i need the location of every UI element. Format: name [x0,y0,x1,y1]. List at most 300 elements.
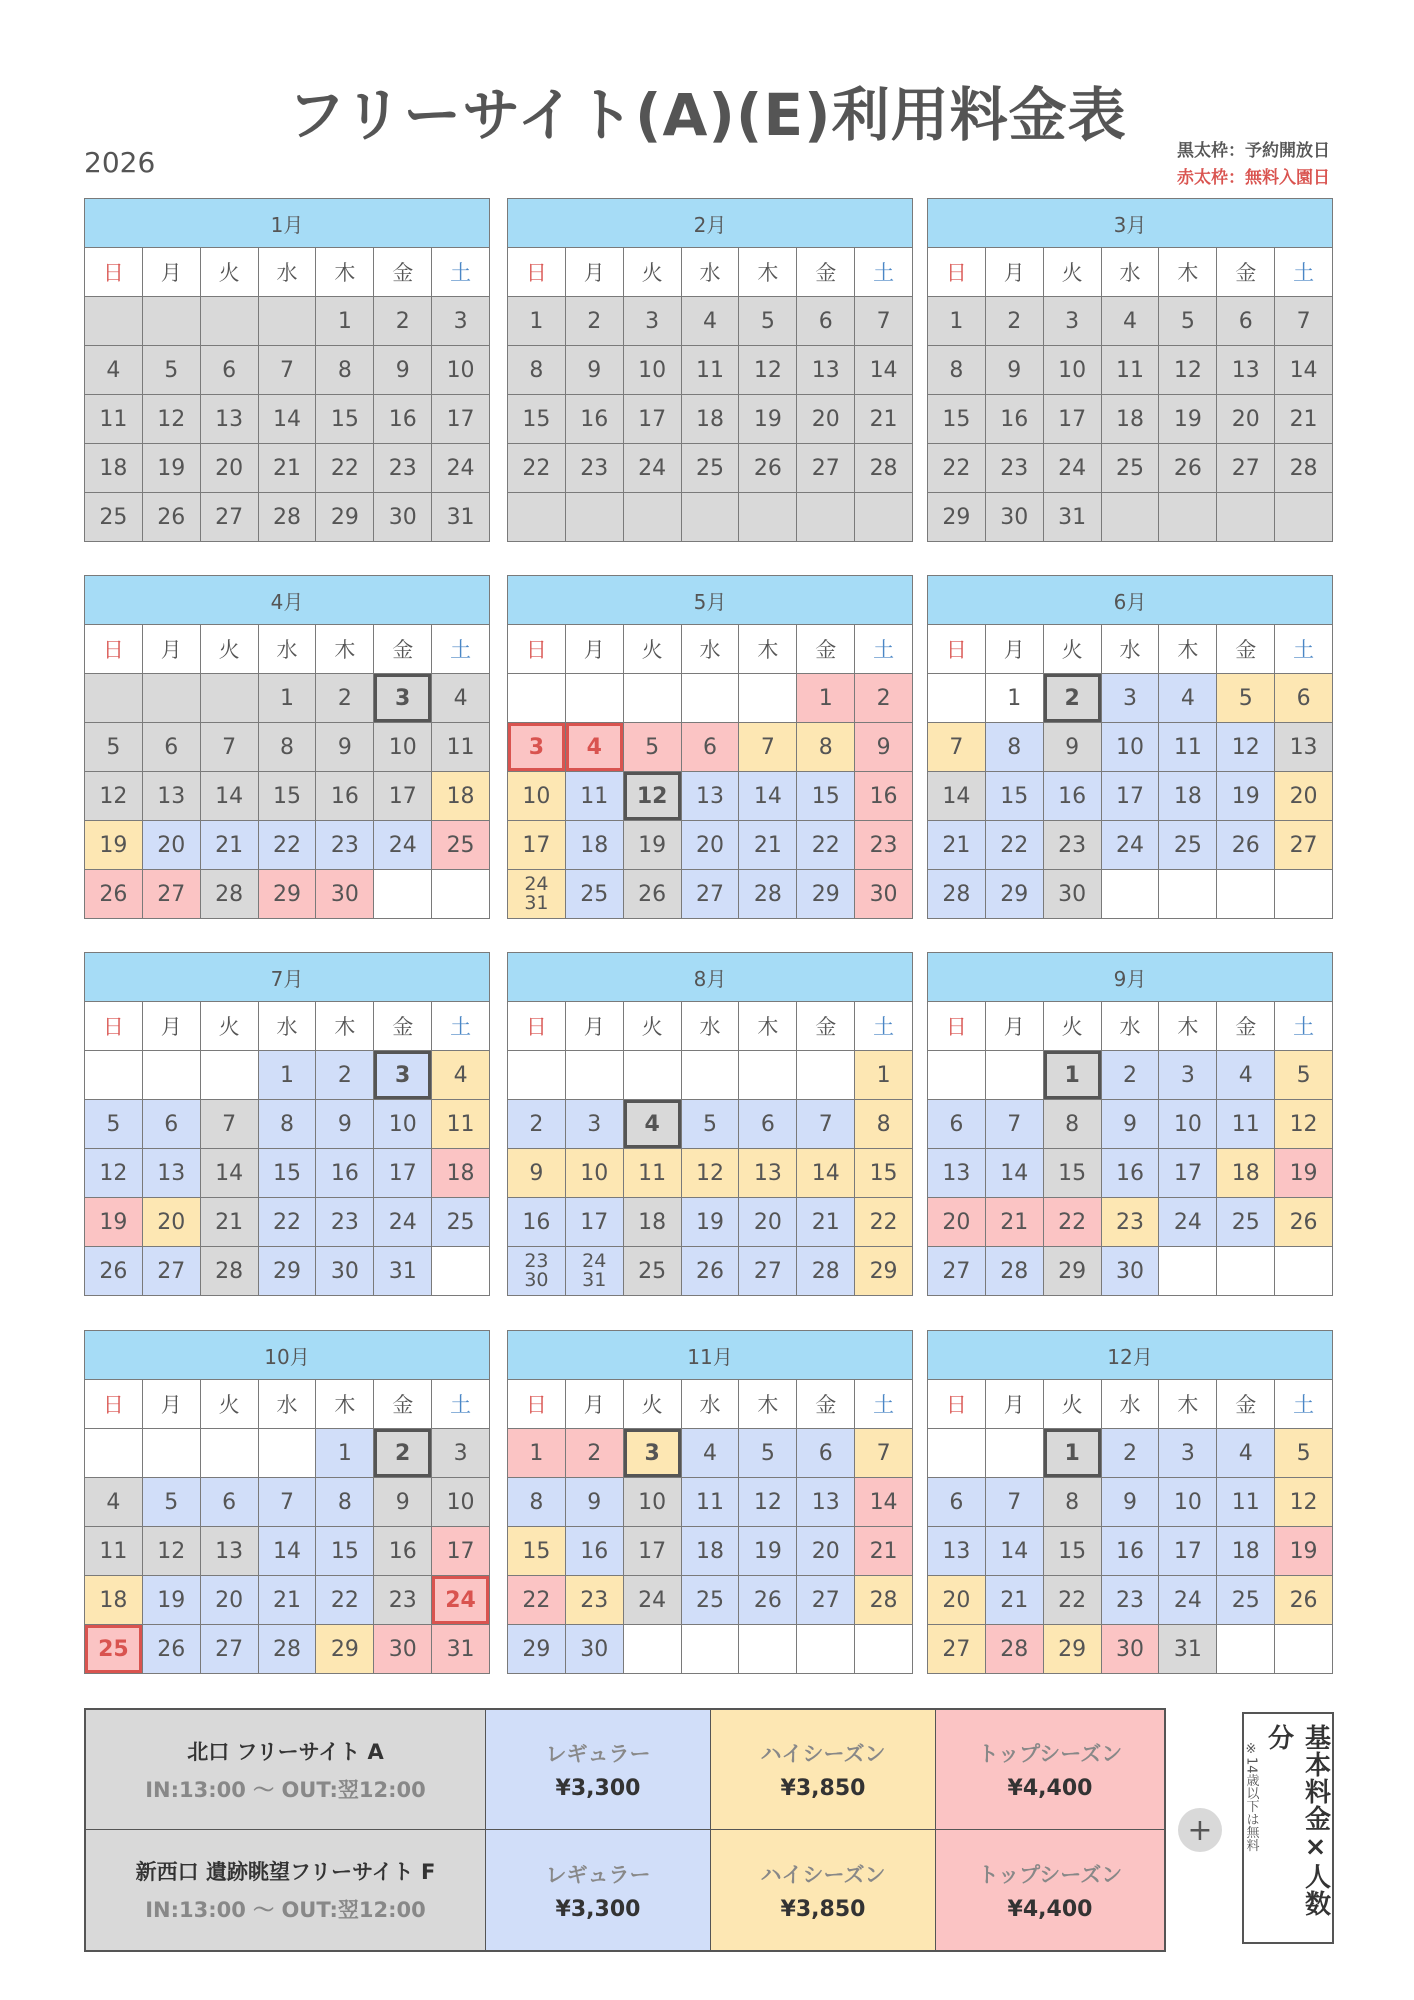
day-cell: 16 [316,772,373,820]
weekday-header: 火 [201,1002,258,1050]
day-cell: 27 [1275,821,1332,869]
day-cell: 1 [986,674,1043,722]
day-cell: 26 [624,870,681,918]
day-cell: 30 [374,493,431,541]
day-cell: 24 [432,444,489,492]
empty-cell [682,1625,739,1673]
weekday-header: 日 [928,248,985,296]
month-header: 3月 [928,199,1332,247]
weekday-header: 日 [928,1380,985,1428]
weekday-header: 水 [682,1380,739,1428]
day-cell: 10 [624,346,681,394]
day-cell: 15 [986,772,1043,820]
day-cell: 2 [316,674,373,722]
day-cell: 28 [855,444,912,492]
month-calendar [507,198,913,542]
day-cell: 27 [143,1247,200,1295]
day-cell: 10 [1159,1478,1216,1526]
month-calendar [507,952,913,1296]
day-cell: 5 [739,297,796,345]
day-cell: 25 [1102,444,1159,492]
empty-cell [1275,493,1332,541]
day-cell: 12 [85,1149,142,1197]
day-cell: 24 [624,1576,681,1624]
day-cell: 10 [374,1100,431,1148]
weekday-header: 月 [143,248,200,296]
day-cell: 22 [986,821,1043,869]
weekday-header: 土 [432,1380,489,1428]
day-cell: 28 [986,1247,1043,1295]
empty-cell [259,297,316,345]
day-cell: 20 [1275,772,1332,820]
day-cell: 11 [682,1478,739,1526]
site-f-cell [86,1830,486,1950]
day-cell: 1 [797,674,854,722]
weekday-header: 火 [624,248,681,296]
day-cell: 6 [143,723,200,771]
base-fee-label: 基本料金×人数分 [1263,1724,1331,1917]
weekday-header: 月 [566,1380,623,1428]
day-cell: 28 [259,1625,316,1673]
day-cell: 4 [432,1051,489,1099]
day-cell: 25 [682,1576,739,1624]
day-cell: 1 [928,297,985,345]
day-cell: 20 [143,821,200,869]
day-cell: 5 [1275,1051,1332,1099]
weekday-header: 火 [624,1002,681,1050]
day-cell: 27 [797,444,854,492]
price-amount: ¥3,850 [780,1776,866,1801]
day-cell: 3 [374,674,431,722]
day-cell: 16 [1102,1527,1159,1575]
day-cell: 22 [1044,1576,1101,1624]
day-cell: 29 [316,1625,373,1673]
day-number: 31 [524,892,549,914]
day-cell: 15 [259,772,316,820]
weekday-header: 月 [986,1002,1043,1050]
day-cell: 13 [928,1149,985,1197]
weekday-header: 水 [682,248,739,296]
day-cell: 16 [1102,1149,1159,1197]
day-cell: 14 [259,395,316,443]
season-label: レギュラー [545,1862,651,1887]
day-cell: 22 [316,1576,373,1624]
day-cell: 21 [201,821,258,869]
empty-cell [1159,1247,1216,1295]
day-number: 23 [524,1250,549,1272]
weekday-header: 土 [855,1002,912,1050]
month-calendar [84,1330,490,1674]
day-cell: 19 [739,1527,796,1575]
empty-cell [566,674,623,722]
day-cell: 21 [1275,395,1332,443]
empty-cell [259,1429,316,1477]
price-amount: ¥3,300 [555,1896,641,1922]
day-cell: 6 [739,1100,796,1148]
day-cell: 11 [1159,723,1216,771]
day-cell: 16 [374,1527,431,1575]
weekday-header: 木 [1159,248,1216,296]
weekday-header: 木 [739,248,796,296]
weekday-header: 水 [1102,1002,1159,1050]
weekday-header: 日 [85,248,142,296]
day-number: 24 [582,1250,607,1272]
empty-cell [201,297,258,345]
weekday-header: 金 [374,1002,431,1050]
month-grid [928,248,1332,541]
day-cell: 3 [432,1429,489,1477]
day-cell: 14 [986,1149,1043,1197]
month-header: 5月 [508,576,912,624]
day-cell: 20 [739,1198,796,1246]
empty-cell [682,493,739,541]
day-cell: 2 [508,1100,565,1148]
weekday-header: 水 [682,625,739,673]
day-cell: 1 [259,674,316,722]
day-cell: 18 [85,444,142,492]
day-cell: 17 [374,772,431,820]
day-cell: 13 [928,1527,985,1575]
weekday-header: 木 [1159,1380,1216,1428]
day-cell: 9 [1102,1478,1159,1526]
weekday-header: 木 [739,1380,796,1428]
day-cell: 6 [682,723,739,771]
weekday-header: 金 [1217,625,1274,673]
day-cell: 1 [1044,1051,1101,1099]
day-cell: 11 [566,772,623,820]
day-cell: 13 [797,346,854,394]
day-cell: 3 [1044,297,1101,345]
day-cell: 14 [201,772,258,820]
day-cell: 3 [1159,1429,1216,1477]
price-regular [486,1710,711,1830]
day-cell: 9 [374,346,431,394]
empty-cell [1275,1625,1332,1673]
day-cell: 24 [1159,1198,1216,1246]
weekday-header: 火 [624,625,681,673]
day-cell: 28 [986,1625,1043,1673]
month-header: 7月 [85,953,489,1001]
day-cell: 28 [201,1247,258,1295]
weekday-header: 日 [508,625,565,673]
day-cell: 16 [566,395,623,443]
weekday-header: 金 [797,1380,854,1428]
empty-cell [143,297,200,345]
weekday-header: 火 [624,1380,681,1428]
day-cell: 23 [1102,1576,1159,1624]
day-cell: 24 [374,1198,431,1246]
month-header: 6月 [928,576,1332,624]
day-cell: 10 [432,1478,489,1526]
day-cell: 17 [374,1149,431,1197]
site-name: 新西口 遺跡眺望フリーサイト F [135,1860,436,1884]
day-cell: 23 [855,821,912,869]
day-cell: 18 [1159,772,1216,820]
day-cell: 13 [1217,346,1274,394]
day-cell: 2 [566,297,623,345]
day-cell: 31 [1159,1625,1216,1673]
weekday-header: 木 [739,1002,796,1050]
day-cell: 12 [1159,346,1216,394]
empty-cell [1217,493,1274,541]
day-cell: 20 [928,1576,985,1624]
empty-cell [797,493,854,541]
day-cell: 18 [1102,395,1159,443]
day-cell: 16 [508,1198,565,1246]
weekday-header: 火 [1044,1380,1101,1428]
day-cell: 7 [201,723,258,771]
day-cell: 23 [566,1576,623,1624]
empty-cell [855,493,912,541]
empty-cell [374,870,431,918]
day-cell: 5 [624,723,681,771]
day-cell: 28 [928,870,985,918]
day-cell: 21 [201,1198,258,1246]
price-high [711,1710,936,1830]
day-cell: 7 [986,1478,1043,1526]
day-cell: 26 [1275,1198,1332,1246]
day-cell: 18 [432,1149,489,1197]
weekday-header: 土 [432,625,489,673]
day-cell: 22 [316,444,373,492]
day-cell: 3 [374,1051,431,1099]
day-cell: 12 [682,1149,739,1197]
price-top [936,1830,1164,1950]
weekday-header: 土 [855,248,912,296]
day-cell: 19 [682,1198,739,1246]
day-cell: 24 [1102,821,1159,869]
day-cell: 26 [143,1625,200,1673]
day-cell: 23 [986,444,1043,492]
weekday-header: 木 [316,1380,373,1428]
day-cell: 2 [566,1429,623,1477]
day-cell: 5 [1275,1429,1332,1477]
day-cell: 12 [1217,723,1274,771]
legend [1177,138,1330,192]
weekday-header: 水 [259,1380,316,1428]
empty-cell [143,1429,200,1477]
empty-cell [85,1051,142,1099]
day-cell: 23 [316,821,373,869]
weekday-header: 日 [928,625,985,673]
day-cell: 7 [259,1478,316,1526]
weekday-header: 水 [1102,625,1159,673]
day-cell: 6 [201,346,258,394]
day-cell: 2 [1102,1051,1159,1099]
day-cell: 11 [1217,1100,1274,1148]
day-cell: 14 [855,346,912,394]
day-cell: 5 [682,1100,739,1148]
month-grid [928,1380,1332,1673]
day-cell: 12 [85,772,142,820]
day-cell: 14 [855,1478,912,1526]
day-cell: 9 [316,723,373,771]
year-label: 2026 [84,146,156,179]
month-calendar [927,952,1333,1296]
empty-cell [928,674,985,722]
day-cell: 4 [432,674,489,722]
month-header: 12月 [928,1331,1332,1379]
day-cell: 5 [143,1478,200,1526]
weekday-header: 火 [1044,248,1101,296]
day-cell: 3 [566,1100,623,1148]
price-top [936,1710,1164,1830]
weekday-header: 日 [85,625,142,673]
day-cell: 15 [797,772,854,820]
day-cell: 20 [1217,395,1274,443]
day-cell: 29 [316,493,373,541]
empty-cell [797,1051,854,1099]
day-cell: 3 [624,1429,681,1477]
day-cell: 4 [85,346,142,394]
weekday-header: 木 [739,625,796,673]
day-cell: 24 [624,444,681,492]
day-cell: 29 [259,870,316,918]
weekday-header: 日 [85,1380,142,1428]
weekday-header: 月 [986,248,1043,296]
month-grid [508,1002,912,1295]
day-cell: 19 [739,395,796,443]
day-cell: 29 [508,1625,565,1673]
day-cell: 9 [986,346,1043,394]
day-number: 24 [524,873,549,895]
day-cell: 12 [143,395,200,443]
day-cell: 19 [85,821,142,869]
day-cell: 2 [316,1051,373,1099]
weekday-header: 火 [201,625,258,673]
day-cell [566,1247,623,1295]
day-cell: 15 [508,395,565,443]
day-cell: 8 [259,723,316,771]
day-cell: 19 [624,821,681,869]
month-header: 11月 [508,1331,912,1379]
day-cell: 7 [986,1100,1043,1148]
day-cell: 21 [259,444,316,492]
day-cell: 21 [986,1198,1043,1246]
day-cell: 16 [374,395,431,443]
day-cell: 15 [508,1527,565,1575]
day-cell: 1 [259,1051,316,1099]
day-cell: 25 [432,821,489,869]
day-cell: 8 [508,346,565,394]
weekday-header: 土 [855,1380,912,1428]
day-cell: 7 [259,346,316,394]
day-cell: 19 [143,1576,200,1624]
weekday-header: 水 [259,625,316,673]
day-cell: 2 [374,297,431,345]
month-header: 9月 [928,953,1332,1001]
day-cell: 23 [1044,821,1101,869]
day-cell: 15 [1044,1527,1101,1575]
day-cell: 17 [624,1527,681,1575]
day-cell: 2 [855,674,912,722]
day-cell: 21 [259,1576,316,1624]
empty-cell [201,1051,258,1099]
day-cell: 21 [928,821,985,869]
empty-cell [1275,870,1332,918]
day-cell: 27 [928,1625,985,1673]
day-cell: 28 [1275,444,1332,492]
day-cell: 17 [1159,1527,1216,1575]
month-header: 8月 [508,953,912,1001]
day-cell: 27 [143,870,200,918]
day-cell: 22 [259,821,316,869]
day-cell: 11 [432,1100,489,1148]
weekday-header: 日 [508,1380,565,1428]
day-cell: 4 [682,297,739,345]
month-grid [508,625,912,918]
weekday-header: 月 [986,625,1043,673]
day-cell: 4 [1217,1429,1274,1477]
weekday-header: 金 [797,1002,854,1050]
empty-cell [508,1051,565,1099]
weekday-header: 月 [566,248,623,296]
day-cell: 22 [259,1198,316,1246]
empty-cell [85,297,142,345]
day-cell: 22 [797,821,854,869]
month-grid [85,625,489,918]
month-grid [928,1002,1332,1295]
day-cell: 21 [855,395,912,443]
day-cell: 8 [928,346,985,394]
site-time: IN:13:00 〜 OUT:翌12:00 [145,1898,426,1922]
weekday-header: 日 [508,1002,565,1050]
empty-cell [201,674,258,722]
price-amount: ¥3,850 [780,1896,866,1922]
day-cell: 2 [374,1429,431,1477]
day-cell: 8 [986,723,1043,771]
plus-icon: + [1178,1808,1222,1852]
day-cell: 5 [85,723,142,771]
page-title: フリーサイト(A)(E)利用料金表 [287,81,1127,149]
day-cell: 7 [739,723,796,771]
weekday-header: 水 [259,1002,316,1050]
empty-cell [855,1625,912,1673]
day-cell: 13 [143,1149,200,1197]
day-cell: 7 [855,297,912,345]
empty-cell [986,1051,1043,1099]
month-calendar [84,952,490,1296]
day-cell: 1 [508,297,565,345]
day-cell: 17 [624,395,681,443]
weekday-header: 土 [1275,1002,1332,1050]
day-cell: 16 [986,395,1043,443]
day-cell: 26 [143,493,200,541]
day-cell: 11 [1102,346,1159,394]
day-cell: 22 [508,444,565,492]
day-cell: 16 [855,772,912,820]
day-cell: 29 [986,870,1043,918]
weekday-header: 土 [855,625,912,673]
weekday-header: 水 [1102,248,1159,296]
day-cell: 23 [566,444,623,492]
day-cell: 31 [374,1247,431,1295]
day-cell: 20 [797,1527,854,1575]
season-label: トップシーズン [977,1742,1123,1766]
month-grid [85,1002,489,1295]
empty-cell [432,1247,489,1295]
day-cell: 22 [928,444,985,492]
legend-red-frame: 赤太枠：無料入園日 [1177,168,1330,188]
day-cell: 19 [1275,1149,1332,1197]
weekday-header: 土 [1275,625,1332,673]
day-cell: 6 [201,1478,258,1526]
empty-cell [739,1051,796,1099]
day-cell: 2 [986,297,1043,345]
day-cell: 14 [1275,346,1332,394]
price-high [711,1830,936,1950]
weekday-header: 水 [1102,1380,1159,1428]
